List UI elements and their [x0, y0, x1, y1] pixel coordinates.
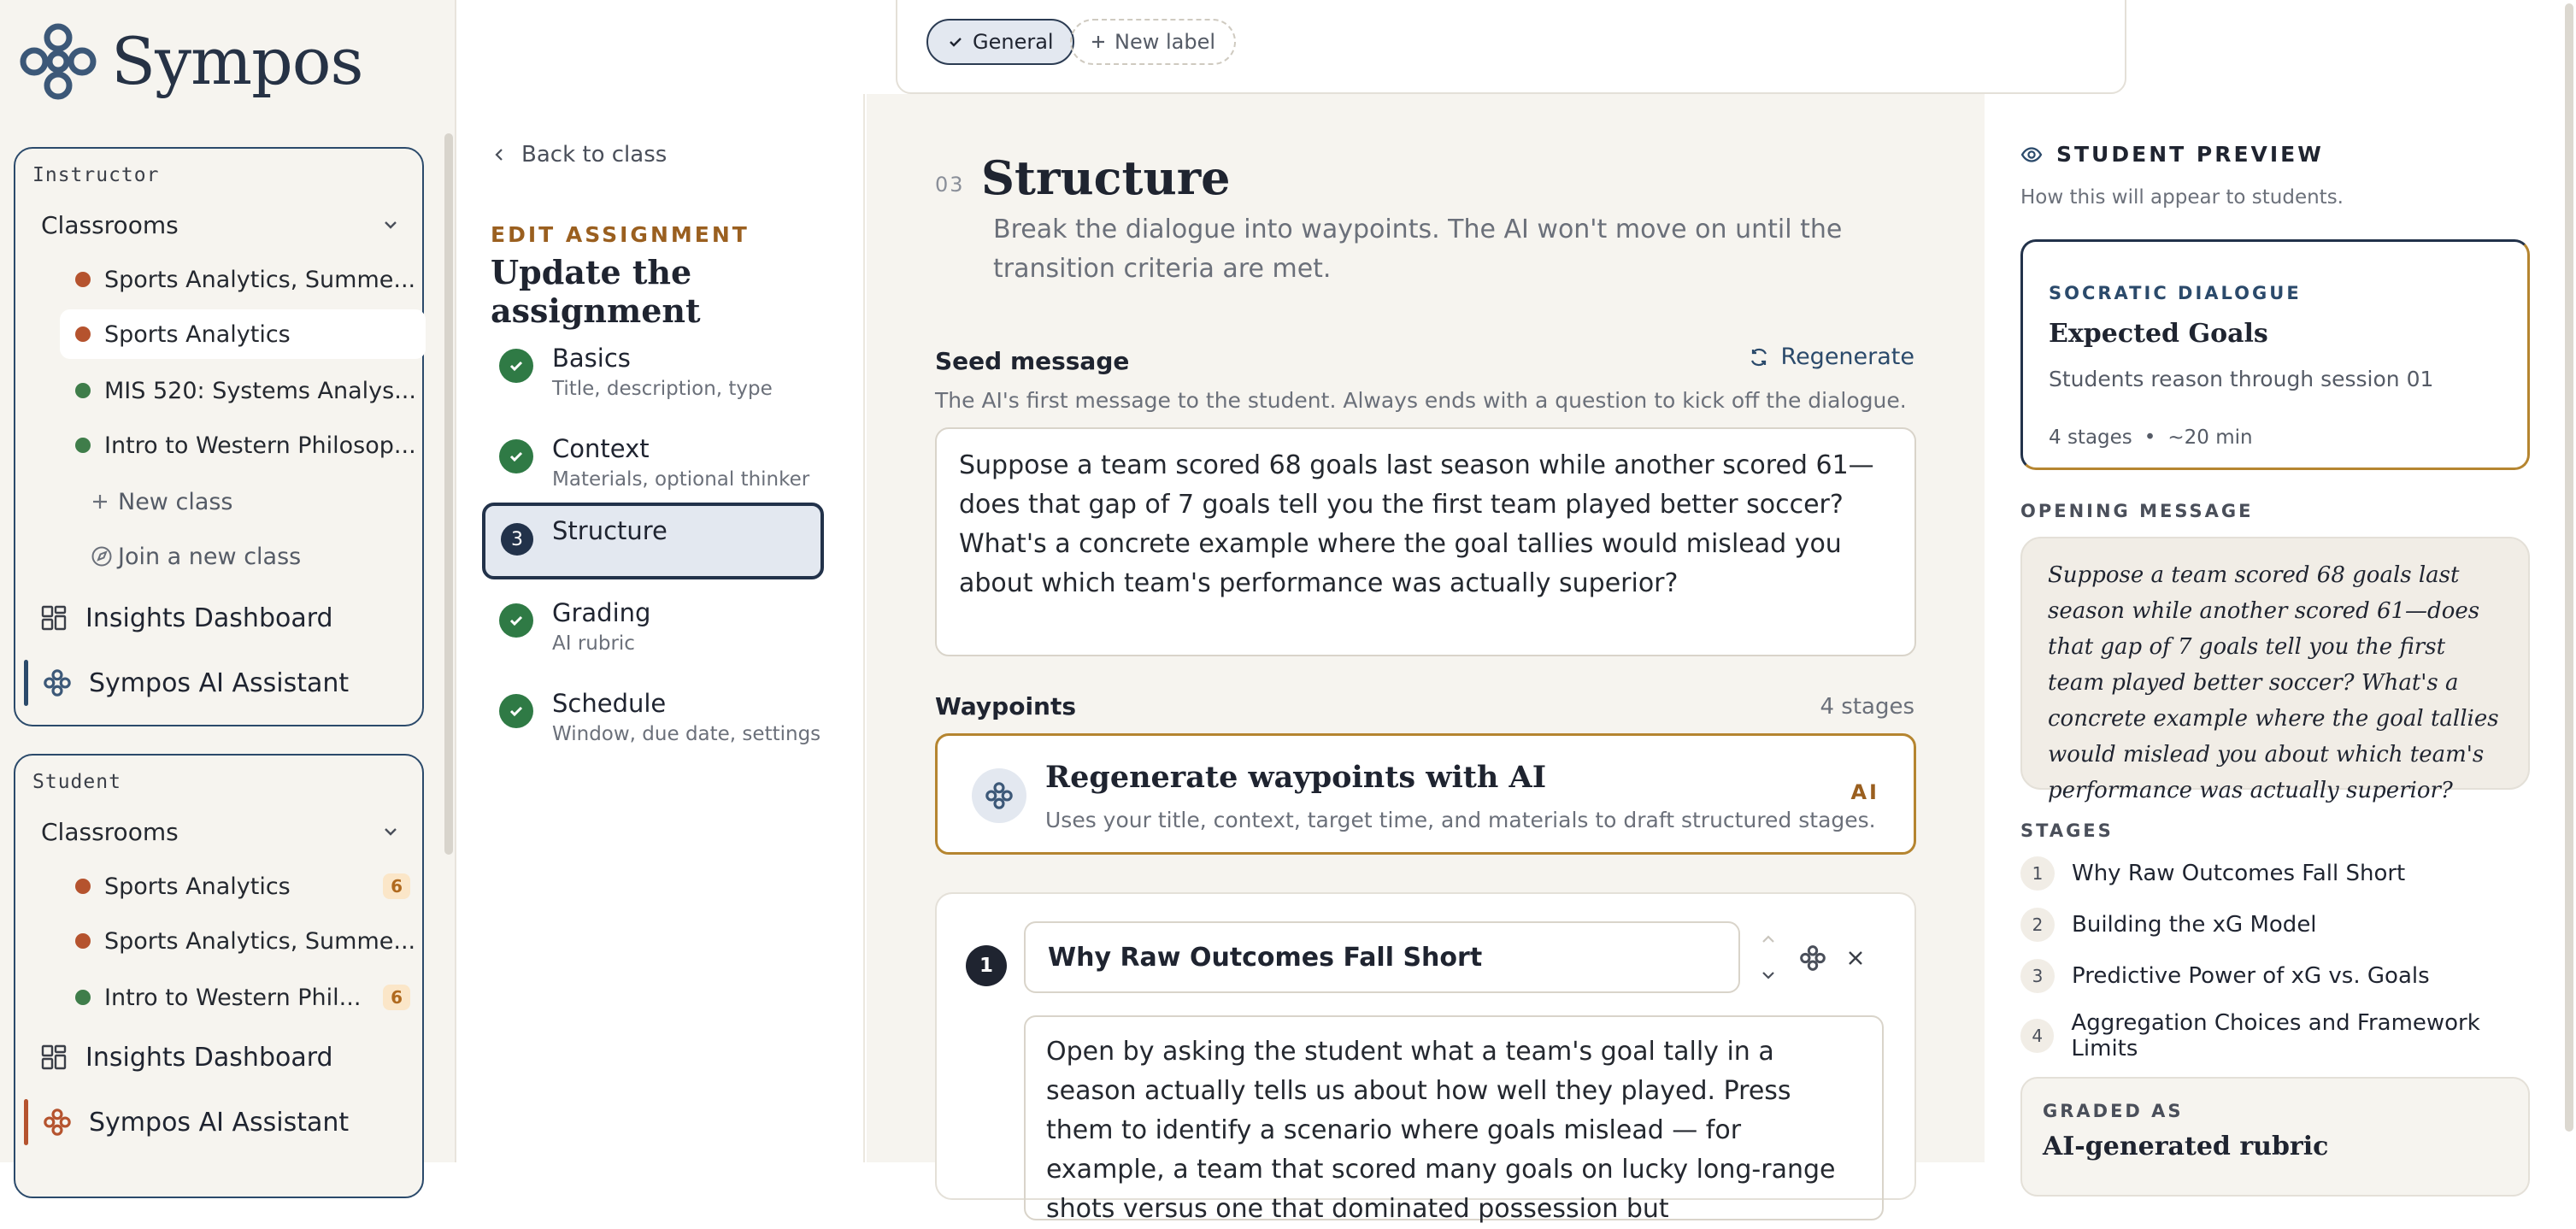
- chevron-up-icon: [1761, 933, 1776, 945]
- class-color-dot: [75, 326, 91, 342]
- step-title: Grading: [552, 598, 651, 627]
- instructor-class-item[interactable]: [60, 366, 426, 415]
- opening-message-bubble: Suppose a team scored 68 goals last season while another scored 61—does that gap of 7 goals tell you the first team played better soccer? What's a concrete example where the goal tallies would mislead you about which team's performance was actually superior?: [2020, 537, 2530, 790]
- chevron-down-icon: [381, 822, 400, 841]
- step-subtitle: AI rubric: [552, 632, 635, 655]
- label-chip-general[interactable]: [926, 19, 1074, 65]
- waypoints-stage-count: 4 stages: [1820, 694, 1914, 720]
- sidebar-scrollbar[interactable]: [444, 133, 453, 855]
- refresh-icon: [1749, 347, 1769, 368]
- new-label-button[interactable]: [1070, 19, 1236, 65]
- ai-card-title: Regenerate waypoints with AI: [1045, 760, 1547, 795]
- waypoint-title-input[interactable]: Why Raw Outcomes Fall Short: [1024, 921, 1740, 993]
- step-subtitle: Window, due date, settings: [552, 723, 821, 745]
- class-color-dot: [75, 933, 91, 949]
- move-down-button[interactable]: [1756, 962, 1781, 988]
- chevron-down-icon: [381, 215, 400, 234]
- graded-as-card: [2020, 1077, 2530, 1197]
- classrooms-label: Classrooms: [41, 210, 179, 239]
- back-label: Back to class: [521, 142, 668, 168]
- assignment-stage-count: 4 stages: [2049, 426, 2132, 449]
- page-scrollbar-thumb[interactable]: [2565, 3, 2573, 1132]
- step-context[interactable]: [484, 420, 826, 503]
- class-name: MIS 520: Systems Analys...: [104, 377, 416, 404]
- waypoints-label: Waypoints: [935, 692, 1077, 720]
- stage-title: Aggregation Choices and Framework Limits: [2071, 1010, 2480, 1061]
- section-number: 03: [935, 173, 965, 197]
- class-name: Sports Analytics: [104, 873, 291, 900]
- step-subtitle: Materials, optional thinker: [552, 468, 810, 491]
- check-icon: [499, 694, 533, 728]
- assignment-kind: SOCRATIC DIALOGUE: [2049, 283, 2302, 303]
- instructor-insights-link[interactable]: [41, 591, 333, 644]
- delete-waypoint-button[interactable]: [1841, 944, 1870, 973]
- back-to-class-link[interactable]: [492, 142, 667, 168]
- class-name: Intro to Western Philosop...: [104, 432, 416, 459]
- stage-number: 2: [2020, 908, 2055, 942]
- step-grading[interactable]: [484, 585, 826, 667]
- instructor-panel: [14, 147, 424, 726]
- student-insights-link[interactable]: [41, 1031, 333, 1084]
- compass-icon: [91, 545, 113, 567]
- assignment-meta: [2049, 426, 2253, 449]
- class-color-dot: [75, 272, 91, 287]
- student-panel: [14, 754, 424, 1198]
- class-name: Sports Analytics: [104, 320, 291, 348]
- instructor-classrooms-toggle[interactable]: [41, 198, 412, 251]
- plus-icon: [91, 492, 109, 511]
- seed-message-textarea[interactable]: Suppose a team scored 68 goals last season while another scored 61—does that gap of 7 goals tell you the first team played better soccer? What's a concrete example where the goal tallies would mislead you about which team's performance was actually superior?: [935, 427, 1916, 656]
- unread-badge: 6: [383, 873, 410, 899]
- chevron-left-icon: [492, 146, 506, 163]
- assignment-title: Expected Goals: [2049, 319, 2268, 349]
- assistant-label: Sympos AI Assistant: [89, 667, 350, 698]
- assignment-step-nav: [458, 94, 865, 1162]
- preview-assignment-card: [2020, 239, 2530, 470]
- stage-number: 3: [2020, 959, 2055, 993]
- instructor-ai-assistant-link[interactable]: [24, 655, 417, 711]
- instructor-role-label: Instructor: [32, 164, 160, 186]
- class-name: Sports Analytics, Summe...: [104, 927, 416, 955]
- seed-message-label: Seed message: [935, 347, 1130, 375]
- graded-as-label: GRADED AS: [2043, 1101, 2184, 1121]
- plus-icon: [1091, 34, 1106, 50]
- insights-label: Insights Dashboard: [85, 603, 333, 633]
- app-logo[interactable]: [17, 21, 362, 103]
- section-description: Break the dialogue into waypoints. The AI won't move on until the transition criteria are met.: [993, 215, 1843, 284]
- step-subtitle: Title, description, type: [552, 378, 773, 400]
- move-up-button[interactable]: [1756, 926, 1781, 952]
- class-color-dot: [75, 383, 91, 398]
- student-preview-heading: [2020, 142, 2324, 167]
- stage-number: 4: [2020, 1019, 2054, 1053]
- student-classrooms-toggle[interactable]: [41, 805, 412, 858]
- student-class-item[interactable]: [60, 916, 426, 966]
- class-color-dot: [75, 879, 91, 894]
- join-class-label: Join a new class: [118, 543, 302, 570]
- student-class-item[interactable]: [60, 861, 426, 911]
- opening-message-label: OPENING MESSAGE: [2020, 501, 2254, 521]
- stage-number: 1: [2020, 856, 2055, 891]
- insights-label: Insights Dashboard: [85, 1042, 333, 1073]
- ai-tag: AI: [1850, 780, 1879, 804]
- active-indicator: [24, 1099, 28, 1145]
- new-class-button[interactable]: [60, 477, 233, 526]
- ai-refine-waypoint-button[interactable]: [1797, 942, 1829, 974]
- sympos-assistant-icon: [43, 668, 72, 697]
- check-icon: [499, 349, 533, 383]
- new-label-text: New label: [1115, 30, 1216, 54]
- waypoint-card: [935, 892, 1916, 1224]
- student-preview-panel: [1986, 94, 2547, 1162]
- dashboard-grid-icon: [41, 605, 67, 631]
- class-color-dot: [75, 990, 91, 1005]
- assignment-description: Students reason through session 01: [2049, 367, 2434, 391]
- regenerate-label: Regenerate: [1780, 344, 1914, 370]
- student-class-item[interactable]: [60, 973, 426, 1022]
- seed-message-hint: The AI's first message to the student. Always ends with a question to kick off the dialogue.: [935, 388, 1907, 413]
- new-class-label: New class: [118, 488, 233, 515]
- step-title: Context: [552, 434, 650, 463]
- assistant-label: Sympos AI Assistant: [89, 1107, 350, 1138]
- structure-editor: [867, 94, 1985, 1224]
- classrooms-label: Classrooms: [41, 817, 179, 846]
- meta-separator: •: [2144, 426, 2156, 449]
- section-title: Structure: [981, 150, 1231, 205]
- check-icon: [499, 603, 533, 638]
- instructor-class-item[interactable]: [60, 255, 426, 304]
- instructor-class-item[interactable]: [60, 420, 426, 470]
- check-icon: [947, 33, 964, 50]
- step-title: Schedule: [552, 689, 667, 718]
- step-number-badge: 3: [501, 523, 533, 556]
- ai-card-subtitle: Uses your title, context, target time, and materials to draft structured stages.: [1045, 808, 1876, 832]
- sympos-ai-icon: [1799, 944, 1826, 972]
- label-chip-text: General: [973, 30, 1054, 54]
- check-icon: [499, 439, 533, 473]
- waypoint-instructions-textarea[interactable]: Open by asking the student what a team's goal tally in a season actually tells us about how well they played. Press them to identify a scenario where goals mislead — for example, a team that scored many goals on lucky long-range shots versus one that dominated possession but: [1024, 1015, 1884, 1220]
- page-scrollbar[interactable]: [2562, 0, 2576, 1162]
- stage-title: Predictive Power of xG vs. Goals: [2072, 963, 2430, 989]
- waypoint-number-badge: 1: [966, 945, 1007, 986]
- instructor-class-item-selected[interactable]: [60, 309, 426, 359]
- step-basics[interactable]: [484, 330, 826, 412]
- student-ai-assistant-link[interactable]: [24, 1094, 417, 1150]
- regenerate-seed-button[interactable]: [1749, 344, 1914, 370]
- preview-stage-item: [2020, 1010, 2547, 1061]
- stages-label: STAGES: [2020, 820, 2114, 841]
- student-role-label: Student: [32, 771, 121, 793]
- sympos-logo-icon: [17, 21, 99, 103]
- class-name: Sports Analytics, Summe...: [104, 266, 416, 293]
- stage-title: Building the xG Model: [2072, 912, 2317, 938]
- assignment-duration: ~20 min: [2167, 426, 2253, 449]
- step-nav-title: Update the assignment: [491, 253, 701, 330]
- regenerate-waypoints-ai-button[interactable]: [935, 733, 1916, 855]
- active-indicator: [24, 660, 28, 706]
- sidebar: [0, 0, 456, 1162]
- preview-stage-item: [2020, 959, 2430, 993]
- close-icon: [1846, 949, 1865, 967]
- step-title: Basics: [552, 344, 631, 373]
- sympos-ai-icon: [972, 768, 1026, 823]
- app-name: Sympos: [111, 23, 363, 99]
- dashboard-grid-icon: [41, 1044, 67, 1070]
- label-bar: [896, 0, 2126, 94]
- graded-as-value: AI-generated rubric: [2043, 1132, 2329, 1161]
- step-title: Structure: [552, 516, 668, 545]
- eye-icon: [2020, 146, 2043, 163]
- preview-heading-text: STUDENT PREVIEW: [2056, 142, 2324, 167]
- step-schedule[interactable]: [484, 675, 826, 757]
- join-class-button[interactable]: [60, 532, 301, 581]
- stage-title: Why Raw Outcomes Fall Short: [2072, 861, 2406, 886]
- unread-badge: 6: [383, 985, 410, 1010]
- preview-subtitle: How this will appear to students.: [2020, 186, 2344, 209]
- class-name: Intro to Western Phil...: [104, 984, 362, 1011]
- chevron-down-icon: [1761, 969, 1776, 981]
- edit-eyebrow: EDIT ASSIGNMENT: [491, 222, 750, 247]
- class-color-dot: [75, 438, 91, 453]
- sympos-assistant-icon: [43, 1108, 72, 1137]
- preview-stage-item: [2020, 856, 2405, 891]
- step-structure[interactable]: [482, 503, 824, 579]
- preview-stage-item: [2020, 908, 2317, 942]
